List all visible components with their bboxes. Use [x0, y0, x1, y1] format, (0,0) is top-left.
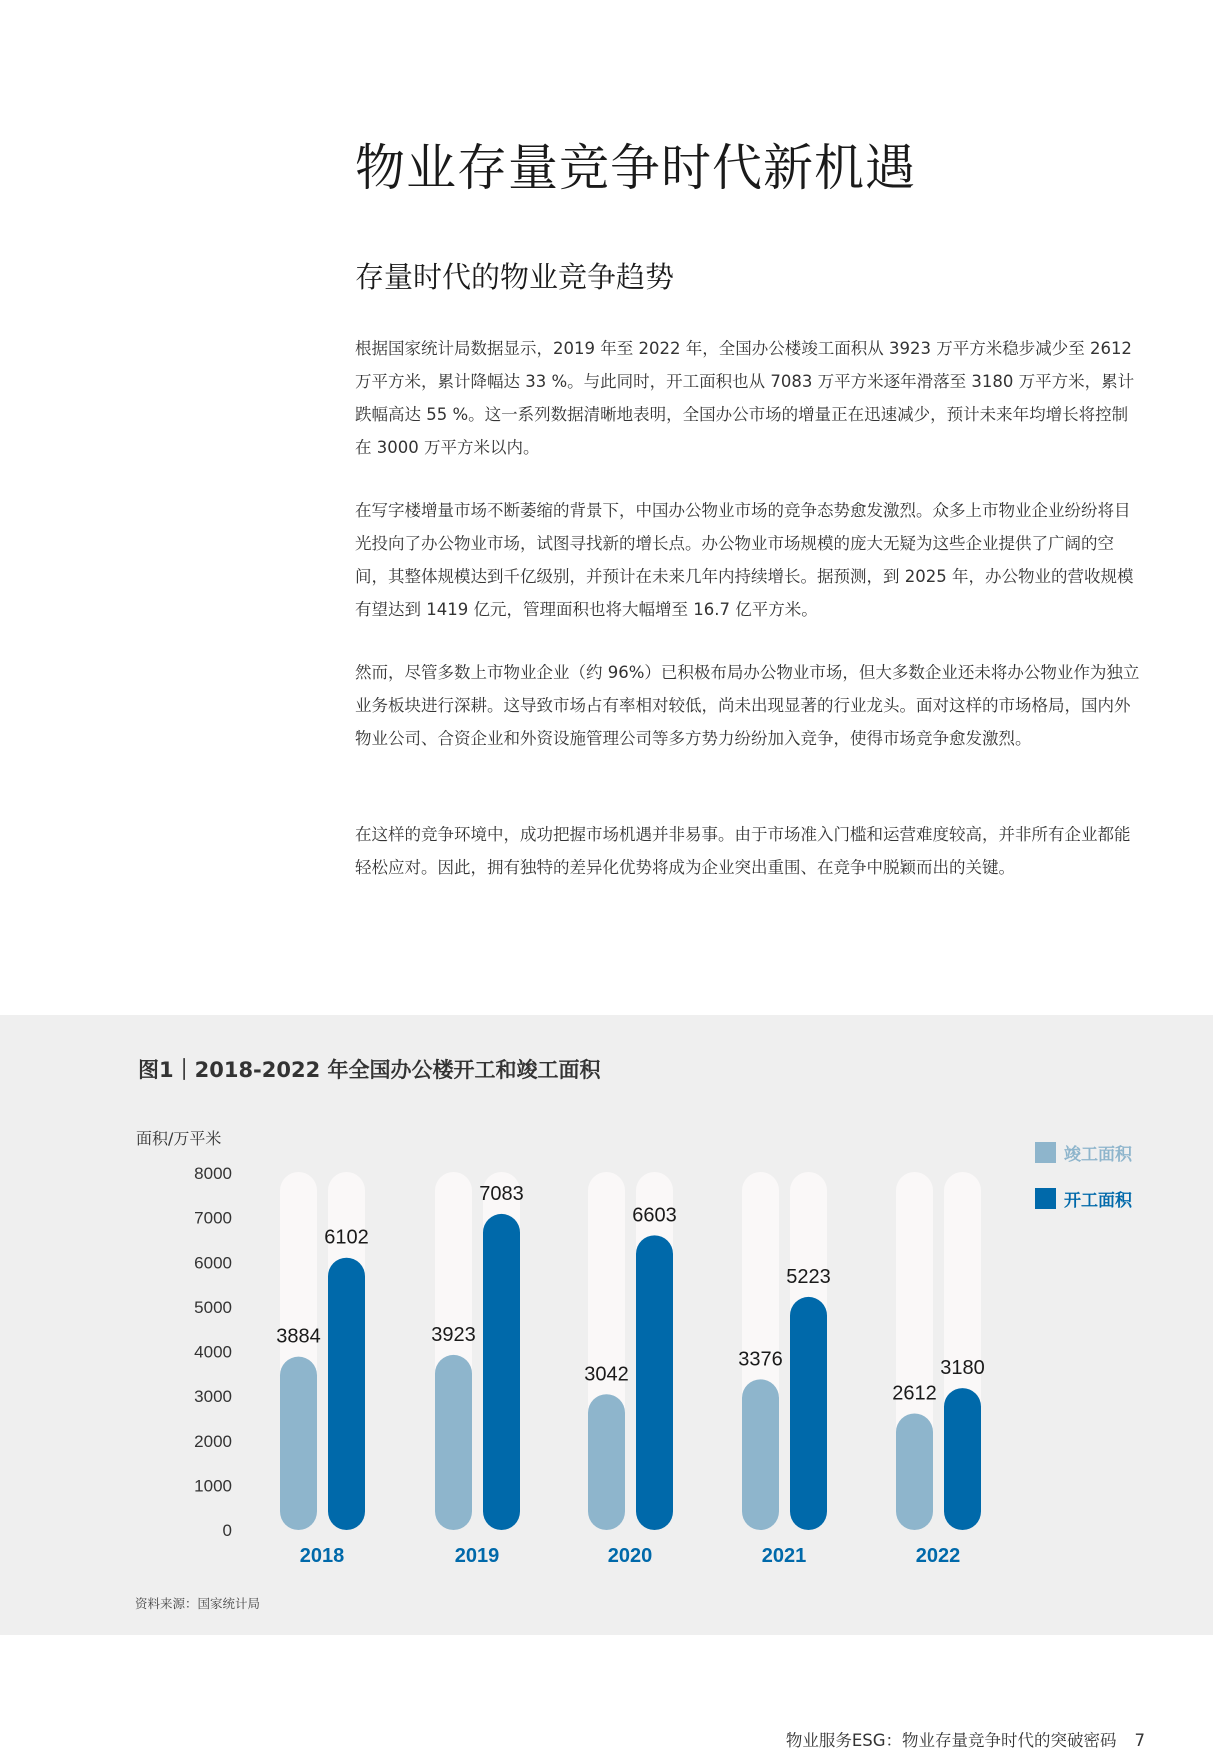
body-paragraph: 然而，尽管多数上市物业企业（约 96%）已积极布局办公物业市场，但大多数企业还未将办公物业作为独立业务板块进行深耕。这导致市场占有率相对较低，尚未出现显著的行业龙头。面对这样的市场格局，国内外物业公司、合资企业和外资设施管理公司等多方势力纷纷加入竞争，使得市场竞争愈发激烈。 — [355, 663, 1140, 748]
chart-legend — [1035, 1140, 1132, 1232]
data-label: 6102 — [324, 1226, 369, 1249]
bar — [435, 1355, 472, 1530]
data-label: 3376 — [738, 1348, 783, 1371]
data-label: 2612 — [892, 1382, 937, 1405]
body-paragraph: 在写字楼增量市场不断萎缩的背景下，中国办公物业市场的竞争态势愈发激烈。众多上市物业企业纷纷将目光投向了办公物业市场，试图寻找新的增长点。办公物业市场规模的庞大无疑为这些企业提供了广阔的空间，其整体规模达到千亿级别，并预计在未来几年内持续增长。据预测，到 2025 年，办公物业的营收规模有望达到 1419 亿元，管理面积也将大幅增至 16.7 亿平方米。 — [355, 501, 1134, 619]
x-tick-label: 2022 — [915, 1545, 961, 1567]
page-number: 7 — [1134, 1731, 1145, 1750]
legend-item — [1035, 1186, 1132, 1211]
body-paragraph: 根据国家统计局数据显示，2019 年至 2022 年，全国办公楼竣工面积从 3923 万平方米稳步减少至 2612 万平方米，累计降幅达 33 %。与此同时，开工面积也从 7083 万平方米逐年滑落至 3180 万平方米，累计跌幅高达 55 %。这一系列数据清晰地表明，全国办公市场的增量正在迅速减少，预计未来年均增长将控制在 3000 万平方米以内。 — [355, 339, 1135, 457]
bar — [636, 1235, 673, 1530]
data-label: 7083 — [479, 1182, 524, 1205]
page-footer — [786, 1727, 1145, 1751]
footer-text: 物业服务ESG：物业存量竞争时代的突破密码 — [785, 1731, 1117, 1750]
y-tick-label: 8000 — [194, 1164, 232, 1183]
y-tick-label: 6000 — [194, 1253, 232, 1273]
bar — [483, 1214, 520, 1530]
y-tick-label: 5000 — [194, 1297, 232, 1317]
bar — [790, 1297, 827, 1530]
y-tick-label: 2000 — [194, 1431, 232, 1451]
legend-label: 竣工面积 — [1064, 1145, 1132, 1165]
y-axis-label: 面积/万平米 — [136, 1129, 222, 1148]
bar — [328, 1258, 365, 1530]
legend-swatch — [1035, 1142, 1056, 1163]
data-label: 6603 — [632, 1204, 677, 1227]
y-tick-label: 7000 — [194, 1208, 232, 1228]
y-tick-label: 0 — [222, 1521, 232, 1540]
page-title: 物业存量竞争时代新机遇 — [355, 139, 916, 197]
body-paragraph: 在这样的竞争环境中，成功把握市场机遇并非易事。由于市场准入门槛和运营难度较高，并非所有企业都能轻松应对。因此，拥有独特的差异化优势将成为企业突出重围、在竞争中脱颖而出的关键。 — [355, 825, 1131, 877]
y-tick-label: 4000 — [194, 1342, 232, 1362]
x-tick-label: 2018 — [299, 1545, 345, 1567]
bar — [588, 1394, 625, 1530]
source-note: 资料来源：国家统计局 — [135, 1596, 261, 1611]
data-label: 5223 — [786, 1265, 831, 1288]
x-tick-label: 2021 — [761, 1545, 807, 1567]
data-label: 3923 — [431, 1323, 476, 1346]
y-tick-label: 1000 — [194, 1476, 232, 1496]
legend-label: 开工面积 — [1064, 1191, 1132, 1211]
bar — [944, 1388, 981, 1530]
legend-swatch — [1035, 1188, 1056, 1209]
bar — [896, 1413, 933, 1530]
bar — [280, 1357, 317, 1530]
bar — [742, 1379, 779, 1530]
data-label: 3042 — [584, 1363, 629, 1386]
legend-item — [1035, 1140, 1132, 1165]
y-tick-label: 3000 — [194, 1387, 232, 1407]
section-title: 存量时代的物业竞争趋势 — [355, 260, 675, 294]
x-tick-label: 2020 — [607, 1545, 653, 1567]
chart-title: 图1｜2018-2022 年全国办公楼开工和竣工面积 — [138, 1058, 601, 1082]
data-label: 3884 — [276, 1325, 321, 1348]
x-tick-label: 2019 — [454, 1545, 500, 1567]
data-label: 3180 — [940, 1357, 985, 1380]
